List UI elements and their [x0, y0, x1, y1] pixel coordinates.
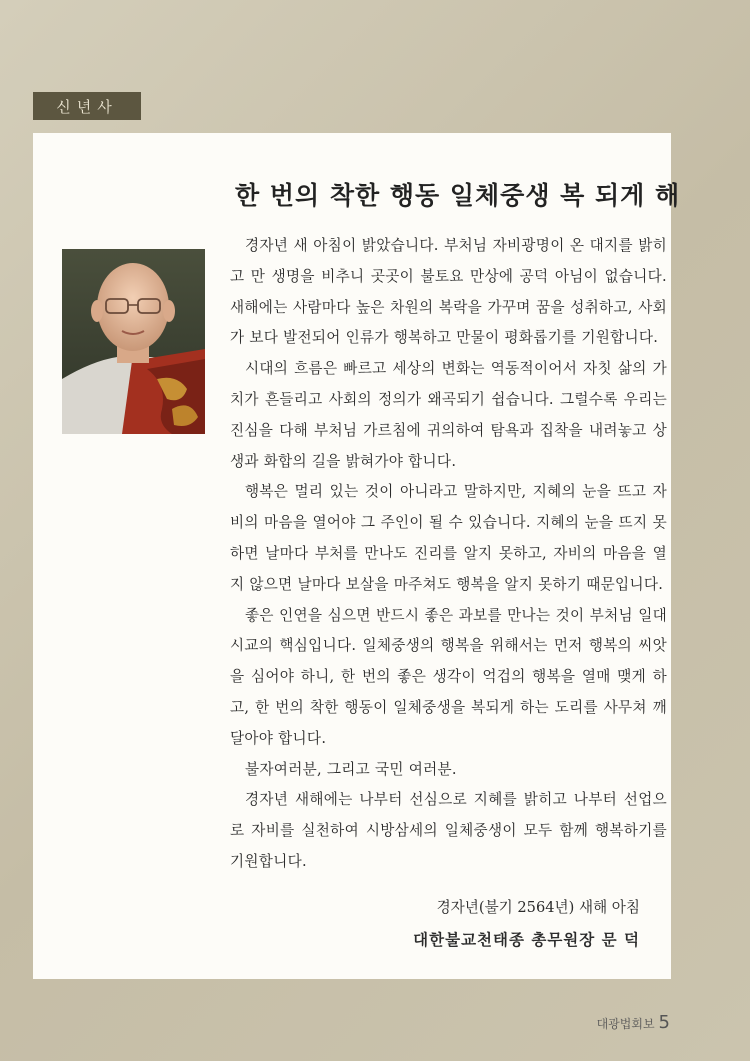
signature-name: 대한불교천태종 총무원장 문 덕 [413, 930, 640, 949]
article-body [230, 231, 667, 878]
signature-block [300, 893, 640, 957]
portrait-illustration [62, 249, 205, 434]
paragraph: 경자년 새 아침이 밝았습니다. 부처님 자비광명이 온 대지를 밝히고 만 생명을 비추니 곳곳이 불토요 만상에 공덕 아님이 없습니다. 새해에는 사람마다 높은 차원의 복락을 가꾸며 꿈을 성취하고, 사회가 보다 발전되어 인류가 행복하고 만물이 평화롭기를 기원합니다. [230, 237, 667, 347]
paragraph: 시대의 흐름은 빠르고 세상의 변화는 역동적이어서 자칫 삶의 가치가 흔들리고 사회의 정의가 왜곡되기 쉽습니다. 그럴수록 우리는 진심을 다해 부처님 가르침에 귀의하여 탐욕과 집착을 내려놓고 상생과 화합의 길을 밝혀가야 합니다. [230, 360, 667, 470]
article-title: 한 번의 착한 행동 일체중생 복 되게 해 [235, 181, 681, 210]
signature-date: 경자년(불기 2564년) 새해 아침 [436, 899, 640, 916]
section-tag: 신년사 [33, 92, 141, 120]
paragraph: 경자년 새해에는 나부터 선심으로 지혜를 밝히고 나부터 선업으로 자비를 실천하여 시방삼세의 일체중생이 모두 함께 행복하기를 기원합니다. [230, 791, 667, 870]
publication-name: 대광법회보 [596, 1017, 655, 1031]
page-number: 5 [658, 1012, 670, 1033]
paragraph: 좋은 인연을 심으면 반드시 좋은 과보를 만나는 것이 부처님 일대시교의 핵심입니다. 일체중생의 행복을 위해서는 먼저 행복의 씨앗을 심어야 하니, 한 번의 좋은 생각이 억겁의 행복을 열매 맺게 하고, 한 번의 착한 행동이 일체중생을 복되게 하는 도리를 사무쳐 깨달아야 합니다. [230, 606, 667, 747]
paragraph: 불자여러분, 그리고 국민 여러분. [245, 760, 457, 778]
paragraph: 행복은 멀리 있는 것이 아니라고 말하지만, 지혜의 눈을 뜨고 자비의 마음을 열어야 그 주인이 될 수 있습니다. 지혜의 눈을 뜨지 못하면 날마다 부처를 만나도 진리를 알지 못하고, 자비의 마음을 열지 않으면 날마다 보살을 마주쳐도 행복을 알지 못하기 때문입니다. [230, 483, 667, 593]
page-footer [597, 1012, 670, 1033]
author-portrait [62, 249, 205, 434]
